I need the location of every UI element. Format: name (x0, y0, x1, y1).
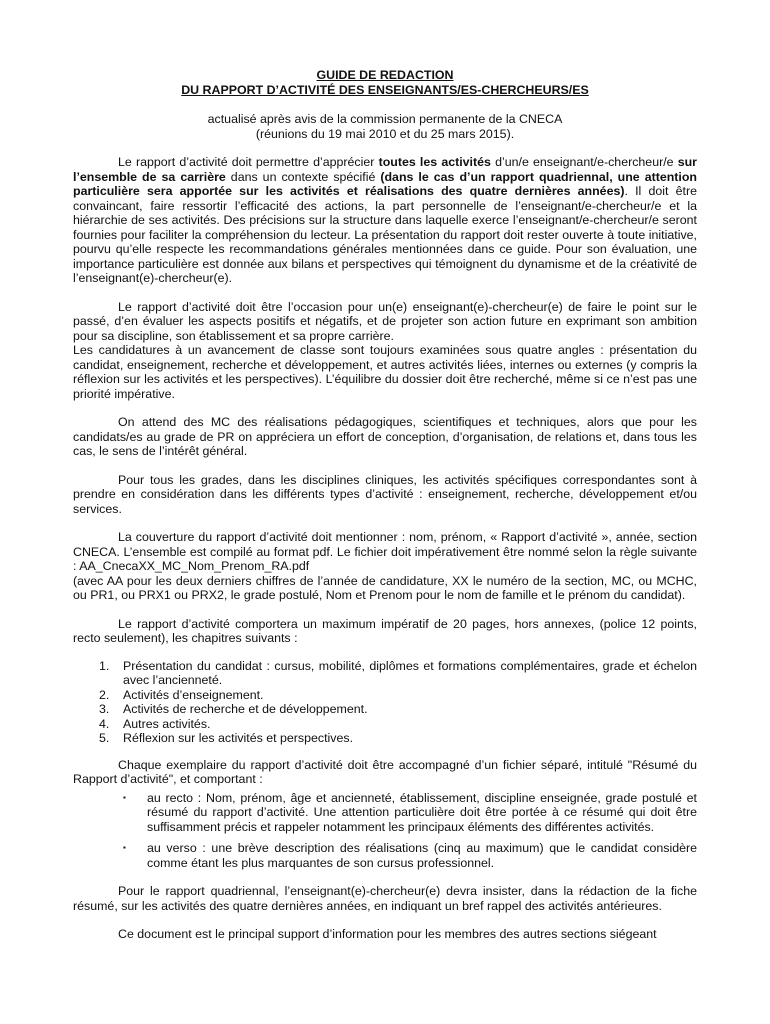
paragraph-occasion: Le rapport d’activité doit être l’occasion pour un(e) enseignant(e)-chercheur(e) de faire le point sur le passé, d’en évaluer les aspects positifs et négatifs, et de projeter son action future en exprimant son ambition pour sa discipline, son établissement et sa propre carrière. (73, 299, 697, 343)
list-item-text: Autres activités. (123, 716, 211, 731)
list-item-text: Activités d’enseignement. (123, 687, 264, 702)
list-item (73, 659, 697, 688)
list-item-text: au recto : Nom, prénom, âge et ancienneté, établissement, discipline enseignée, grade postulé et résumé du rapport d’activité. Une attention particulière doit être portée à ce résumé qui doit être suffisamment précis et rappeler notamment les principaux éléments des différentes activités. (147, 790, 697, 834)
intro-bold-1: toutes les activités (378, 155, 491, 169)
list-number: 3. (99, 702, 110, 716)
list-item-text: Présentation du candidat : cursus, mobilité, diplômes et formations complémentaires, grade et échelon avec l’ancienneté. (123, 658, 697, 687)
paragraph-resume: Chaque exemplaire du rapport d’activité doit être accompagné d’un fichier séparé, intitulé "Résumé du Rapport d’activité", et comportant : (73, 757, 697, 786)
list-number: 4. (99, 716, 110, 731)
summary-list (73, 791, 697, 871)
intro-text-1: Le rapport d’activité doit permettre d’apprécier (118, 155, 379, 169)
list-item (73, 841, 697, 870)
paragraph-candidatures: Les candidatures à un avancement de classe sont toujours examinées sous quatre angles : présentation du candidat, enseignement, recherche et développement, et autres activités liées, internes ou externes (y compris la réflexion sur les activités et les perspectives). L’équilibre du dossier doit être recherché, même si ce n’est pas une priorité impérative. (73, 343, 697, 401)
list-item (73, 731, 697, 746)
paragraph-intro (73, 155, 697, 286)
paragraph-support: Ce document est le principal support d’information pour les membres des autres sections siégeant (118, 927, 657, 941)
intro-bold-2: sur l’ensemble de sa carrière (73, 155, 698, 184)
list-item-text: Réflexion sur les activités et perspectives. (123, 731, 354, 745)
paragraph-naming-rule: (avec AA pour les deux derniers chiffres de l’année de candidature, XX le numéro de la section, MC, ou MCHC, ou PR1, ou PRX1 ou PRX2, le grade postulé, Nom et Prenom pour le nom de famille et le prénom du candidat). (73, 573, 697, 602)
paragraph-mc-pr: On attend des MC des réalisations pédagogiques, scientifiques et techniques, alors que pour les candidats/es au grade de PR on appréciera un effort de conception, d’organisation, de relations et, dans tous les cas, le sens de l’intérêt général. (73, 415, 697, 458)
paragraph-pages-limit: Le rapport d’activité comportera un maximum impératif de 20 pages, hors annexes, (police 12 points, recto seulement), les chapitres suivants : (73, 616, 697, 645)
list-item (73, 791, 697, 835)
list-number: 1. (99, 658, 110, 673)
intro-text-2: d’un/e enseignant/e-chercheur/e (490, 155, 678, 169)
list-number: 2. (99, 687, 110, 702)
list-number: 5. (99, 731, 110, 745)
bullet-icon: ▪ (123, 843, 126, 852)
paragraph-quadriennal: Pour le rapport quadriennal, l’enseignant(e)-chercheur(e) devra insister, dans la rédaction de la fiche résumé, sur les activités des quatre dernières années, en indiquant un bref rappel des activités antérieures. (73, 884, 697, 913)
list-item (73, 702, 697, 717)
document-title (73, 68, 697, 97)
title-line-1: GUIDE DE REDACTION (316, 68, 454, 82)
list-item (73, 717, 697, 732)
list-item-text: Activités de recherche et de développement. (123, 702, 368, 716)
paragraph-cliniques: Pour tous les grades, dans les disciplines cliniques, les activités spécifiques correspondantes sont à prendre en considération dans les différents types d’activité : enseignement, recherche, développement et/ou services. (73, 472, 697, 516)
bullet-icon: ▪ (123, 792, 126, 802)
subtitle-line-1: actualisé après avis de la commission permanente de la CNECA (207, 112, 563, 126)
list-item-text: au verso : une brève description des réalisations (cinq au maximum) que le candidat considère comme étant les plus marquantes de son cursus professionnel. (147, 841, 697, 870)
title-line-2: DU RAPPORT D’ACTIVITÉ DES ENSEIGNANTS/ES-CHERCHEURS/ES (181, 82, 589, 97)
paragraph-couverture: La couverture du rapport d’activité doit mentionner : nom, prénom, « Rapport d’activité », année, section CNECA. L’ensemble est compilé au format pdf. Le fichier doit impérativement être nommé selon la règle suivante : AA_CnecaXX_MC_Nom_Prenom_RA.pdf (73, 530, 697, 573)
list-item (73, 688, 697, 703)
intro-text-3: dans un contexte spécifié (225, 169, 381, 184)
chapters-list (73, 659, 697, 746)
subtitle-line-2: (réunions du 19 mai 2010 et du 25 mars 2015). (255, 126, 515, 141)
intro-bold-3: (dans le cas d’un rapport quadriennal, une attention particulière sera apportée sur les activités et réalisations des quatre dernières années) (73, 169, 698, 198)
intro-text-4: . Il doit être convaincant, faire ressortir l’efficacité des actions, la part personnelle de l’enseignant/e-chercheur/e et la hiérarchie de ses activités. Des précisions sur la structure dans laquelle exerce l’enseignant/e-chercheur/e seront fournies pour faciliter la compréhension du lecteur. La présentation du rapport doit rester ouverte à toute initiative, pourvu qu’elle respecte les recommandations générales mentionnées dans ce guide. Pour son évaluation, une importance particulière est donnée aux bilans et perspectives qui témoignent du dynamisme et de la créativité de l’enseignant(e)-chercheur(e). (73, 184, 698, 285)
